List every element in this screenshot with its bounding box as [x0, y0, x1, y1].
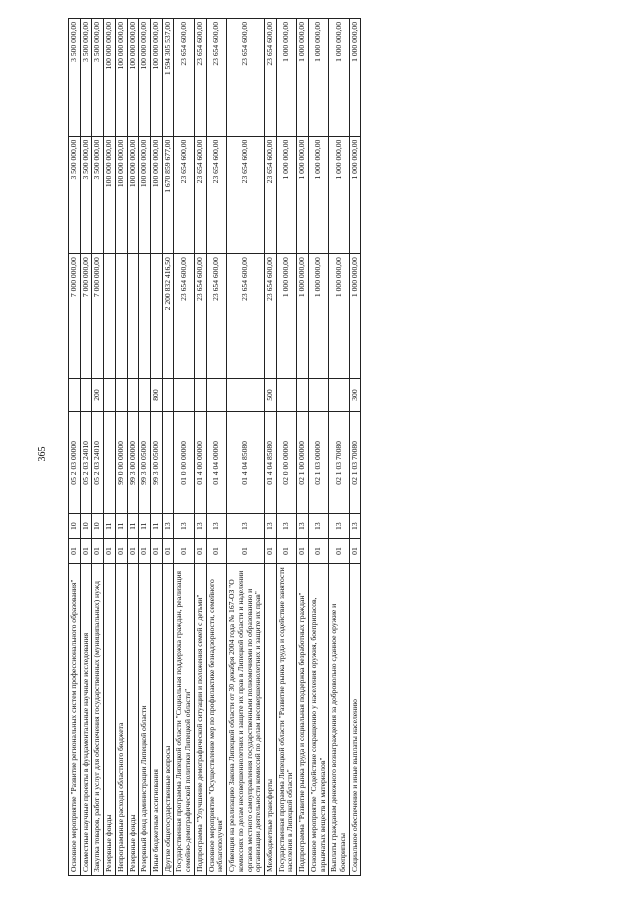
row-subsection-cell: 13: [174, 514, 194, 539]
row-target-code-cell: 01 4 00 00000: [194, 412, 206, 514]
row-target-code-cell: 01 0 00 00000: [174, 412, 194, 514]
row-subsection-cell: 11: [115, 514, 127, 539]
row-amount-2-cell: 23 654 600,00: [227, 136, 265, 254]
row-amount-2-cell: 23 654 600,00: [194, 136, 206, 254]
row-amount-3-cell: 1 000 000,00: [276, 19, 296, 137]
row-amount-2-cell: 23 654 600,00: [264, 136, 276, 254]
budget-table-body: [69, 19, 361, 876]
row-section-cell: 01: [308, 539, 328, 564]
table-row: [276, 19, 296, 876]
row-subsection-cell: 13: [329, 514, 349, 539]
table-row: [174, 19, 194, 876]
row-amount-2-cell: 3 500 000,00: [80, 136, 92, 254]
row-subsection-cell: 13: [206, 514, 226, 539]
row-name-cell: Совместные научные проекты в фундаментальные научные исследования: [80, 563, 92, 875]
row-name-cell: Основное мероприятие "Осуществление мер по профилактике безнадзорности, семейного неблагополучия": [206, 563, 226, 875]
row-amount-3-cell: 23 654 600,00: [264, 19, 276, 137]
row-subsection-cell: 13: [264, 514, 276, 539]
row-expense-type-cell: 800: [151, 378, 163, 412]
row-subsection-cell: 11: [127, 514, 139, 539]
row-amount-3-cell: 100 000 000,00: [127, 19, 139, 137]
row-expense-type-cell: [162, 378, 174, 412]
row-amount-3-cell: 23 654 600,00: [206, 19, 226, 137]
row-expense-type-cell: [297, 378, 309, 412]
row-amount-1-cell: [127, 254, 139, 378]
row-subsection-cell: 13: [194, 514, 206, 539]
table-row: [104, 19, 116, 876]
row-amount-3-cell: 3 500 000,00: [80, 19, 92, 137]
row-expense-type-cell: [227, 378, 265, 412]
row-expense-type-cell: [206, 378, 226, 412]
row-target-code-cell: 02 1 03 70080: [349, 412, 361, 514]
row-target-code-cell: 01 4 04 00000: [206, 412, 226, 514]
table-row: [115, 19, 127, 876]
row-name-cell: Подпрограмма "Развитие рынка труда и социальная поддержка безработных граждан": [297, 563, 309, 875]
row-amount-3-cell: 1 594 305 537,00: [162, 19, 174, 137]
row-amount-3-cell: 100 000 000,00: [139, 19, 151, 137]
row-amount-2-cell: 3 500 000,00: [92, 136, 104, 254]
row-name-cell: Основное мероприятие "Развитие региональных систем профессионального образования": [69, 563, 81, 875]
row-target-code-cell: [162, 412, 174, 514]
table-row: [297, 19, 309, 876]
row-amount-3-cell: 100 000 000,00: [115, 19, 127, 137]
row-subsection-cell: 11: [139, 514, 151, 539]
row-amount-3-cell: 100 000 000,00: [151, 19, 163, 137]
row-expense-type-cell: [308, 378, 328, 412]
row-section-cell: 01: [227, 539, 265, 564]
page-number: 365: [37, 446, 48, 462]
row-expense-type-cell: [329, 378, 349, 412]
row-amount-1-cell: 23 654 600,00: [227, 254, 265, 378]
row-name-cell: Непрограммные расходы областного бюджета: [115, 563, 127, 875]
row-amount-2-cell: 1 670 859 677,00: [162, 136, 174, 254]
row-amount-3-cell: 1 000 000,00: [308, 19, 328, 137]
row-section-cell: 01: [297, 539, 309, 564]
row-expense-type-cell: [276, 378, 296, 412]
row-target-code-cell: 05 2 03 24010: [92, 412, 104, 514]
row-target-code-cell: 99 3 00 00000: [127, 412, 139, 514]
row-expense-type-cell: [174, 378, 194, 412]
row-section-cell: 01: [329, 539, 349, 564]
row-section-cell: 01: [194, 539, 206, 564]
row-subsection-cell: 13: [227, 514, 265, 539]
row-subsection-cell: 13: [349, 514, 361, 539]
table-row: [227, 19, 265, 876]
row-section-cell: 01: [127, 539, 139, 564]
row-target-code-cell: 05 2 03 00000: [69, 412, 81, 514]
row-section-cell: 01: [69, 539, 81, 564]
table-row: [329, 19, 349, 876]
row-subsection-cell: 10: [69, 514, 81, 539]
row-subsection-cell: 13: [297, 514, 309, 539]
row-amount-3-cell: 1 000 000,00: [329, 19, 349, 137]
row-expense-type-cell: [139, 378, 151, 412]
row-section-cell: 01: [174, 539, 194, 564]
row-amount-1-cell: 1 000 000,00: [329, 254, 349, 378]
row-amount-3-cell: 3 500 000,00: [69, 19, 81, 137]
row-target-code-cell: 02 0 00 00000: [276, 412, 296, 514]
row-expense-type-cell: 200: [92, 378, 104, 412]
row-section-cell: 01: [139, 539, 151, 564]
row-subsection-cell: 10: [92, 514, 104, 539]
row-amount-2-cell: 100 000 000,00: [115, 136, 127, 254]
row-subsection-cell: 10: [80, 514, 92, 539]
row-target-code-cell: 01 4 04 85080: [227, 412, 265, 514]
row-amount-3-cell: 1 000 000,00: [349, 19, 361, 137]
row-name-cell: Другие общегосударственные вопросы: [162, 563, 174, 875]
row-name-cell: Государственная программа Липецкой области "Социальная поддержка граждан, реализация семейно-демографической политики Липецкой области": [174, 563, 194, 875]
row-subsection-cell: 11: [104, 514, 116, 539]
row-amount-2-cell: 100 000 000,00: [127, 136, 139, 254]
row-subsection-cell: 13: [308, 514, 328, 539]
table-row: [349, 19, 361, 876]
row-amount-2-cell: 100 000 000,00: [151, 136, 163, 254]
row-amount-1-cell: 2 200 832 416,50: [162, 254, 174, 378]
row-expense-type-cell: [127, 378, 139, 412]
row-expense-type-cell: [194, 378, 206, 412]
row-amount-2-cell: 1 000 000,00: [276, 136, 296, 254]
row-section-cell: 01: [349, 539, 361, 564]
row-amount-1-cell: 1 000 000,00: [276, 254, 296, 378]
row-section-cell: 01: [276, 539, 296, 564]
row-amount-1-cell: 1 000 000,00: [349, 254, 361, 378]
row-amount-2-cell: 1 000 000,00: [297, 136, 309, 254]
row-amount-1-cell: 7 000 000,00: [69, 254, 81, 378]
table-row: [151, 19, 163, 876]
row-amount-2-cell: 1 000 000,00: [308, 136, 328, 254]
row-amount-2-cell: 100 000 000,00: [104, 136, 116, 254]
row-amount-3-cell: 100 000 000,00: [104, 19, 116, 137]
budget-table: [68, 18, 361, 876]
table-row: [127, 19, 139, 876]
row-amount-1-cell: 7 000 000,00: [80, 254, 92, 378]
row-amount-2-cell: 3 500 000,00: [69, 136, 81, 254]
row-name-cell: Выплаты гражданам денежного вознаграждения за добровольно сданное оружие и боеприпасы: [329, 563, 349, 875]
row-subsection-cell: 13: [276, 514, 296, 539]
table-row: [69, 19, 81, 876]
row-expense-type-cell: [104, 378, 116, 412]
table-row: [194, 19, 206, 876]
row-amount-1-cell: 7 000 000,00: [92, 254, 104, 378]
row-amount-2-cell: 23 654 600,00: [174, 136, 194, 254]
row-section-cell: 01: [80, 539, 92, 564]
row-amount-1-cell: 1 000 000,00: [308, 254, 328, 378]
table-row: [139, 19, 151, 876]
row-section-cell: 01: [162, 539, 174, 564]
row-amount-3-cell: 23 654 600,00: [227, 19, 265, 137]
row-section-cell: 01: [104, 539, 116, 564]
row-name-cell: Основное мероприятие "Содействие сокращению у населения оружия, боеприпасов, взрывчатых веществ и материалов": [308, 563, 328, 875]
row-target-code-cell: 05 2 03 24010: [80, 412, 92, 514]
row-section-cell: 01: [92, 539, 104, 564]
rotated-page-content: [68, 18, 588, 876]
row-amount-1-cell: 23 654 600,00: [174, 254, 194, 378]
row-expense-type-cell: 500: [264, 378, 276, 412]
row-amount-1-cell: [151, 254, 163, 378]
row-target-code-cell: 02 1 03 70080: [329, 412, 349, 514]
row-amount-1-cell: [115, 254, 127, 378]
row-target-code-cell: 99 3 00 05000: [151, 412, 163, 514]
row-amount-2-cell: 100 000 000,00: [139, 136, 151, 254]
row-amount-3-cell: 23 654 600,00: [194, 19, 206, 137]
row-name-cell: Подпрограмма "Улучшение демографической ситуации и положения семей с детьми": [194, 563, 206, 875]
row-amount-1-cell: [104, 254, 116, 378]
row-target-code-cell: [104, 412, 116, 514]
table-row: [264, 19, 276, 876]
row-expense-type-cell: [69, 378, 81, 412]
row-amount-1-cell: 23 654 600,00: [206, 254, 226, 378]
row-section-cell: 01: [151, 539, 163, 564]
row-amount-2-cell: 1 000 000,00: [349, 136, 361, 254]
row-name-cell: Резервные фонды: [127, 563, 139, 875]
row-name-cell: Резервный фонд администрации Липецкой области: [139, 563, 151, 875]
row-target-code-cell: 99 0 00 00000: [115, 412, 127, 514]
row-section-cell: 01: [264, 539, 276, 564]
row-expense-type-cell: [115, 378, 127, 412]
row-name-cell: Закупка товаров, работ и услуг для обеспечения государственных (муниципальных) нужд: [92, 563, 104, 875]
row-amount-1-cell: [139, 254, 151, 378]
row-section-cell: 01: [206, 539, 226, 564]
row-target-code-cell: 02 1 03 00000: [308, 412, 328, 514]
table-row: [80, 19, 92, 876]
row-expense-type-cell: [80, 378, 92, 412]
row-amount-1-cell: 23 654 600,00: [264, 254, 276, 378]
row-amount-1-cell: 1 000 000,00: [297, 254, 309, 378]
row-name-cell: Иные бюджетные ассигнования: [151, 563, 163, 875]
row-name-cell: Резервные фонды: [104, 563, 116, 875]
row-section-cell: 01: [115, 539, 127, 564]
row-amount-3-cell: 23 654 600,00: [174, 19, 194, 137]
row-expense-type-cell: 300: [349, 378, 361, 412]
row-name-cell: Межбюджетные трансферты: [264, 563, 276, 875]
row-subsection-cell: 13: [162, 514, 174, 539]
row-target-code-cell: 99 3 00 05000: [139, 412, 151, 514]
row-target-code-cell: 02 1 00 00000: [297, 412, 309, 514]
row-name-cell: Социальное обеспечение и иные выплаты населению: [349, 563, 361, 875]
row-target-code-cell: 01 4 04 85080: [264, 412, 276, 514]
row-subsection-cell: 11: [151, 514, 163, 539]
row-name-cell: Государственная программа Липецкой области "Развитие рынка труда и содействие занятости населения в Липецкой области": [276, 563, 296, 875]
table-row: [92, 19, 104, 876]
row-amount-1-cell: 23 654 600,00: [194, 254, 206, 378]
table-row: [308, 19, 328, 876]
table-row: [206, 19, 226, 876]
row-amount-2-cell: 23 654 600,00: [206, 136, 226, 254]
row-amount-2-cell: 1 000 000,00: [329, 136, 349, 254]
row-amount-3-cell: 3 500 000,00: [92, 19, 104, 137]
row-amount-3-cell: 1 000 000,00: [297, 19, 309, 137]
row-name-cell: Субвенция на реализацию Закона Липецкой области от 30 декабря 2004 года № 167-ОЗ "О комиссиях по делам несовершеннолетних и защите их прав в Липецкой области и наделении органов местного самоуправления государственными полномочиями по образованию и организации деятельности комиссий по делам несовершеннолетних и защите их прав": [227, 563, 265, 875]
table-row: [162, 19, 174, 876]
